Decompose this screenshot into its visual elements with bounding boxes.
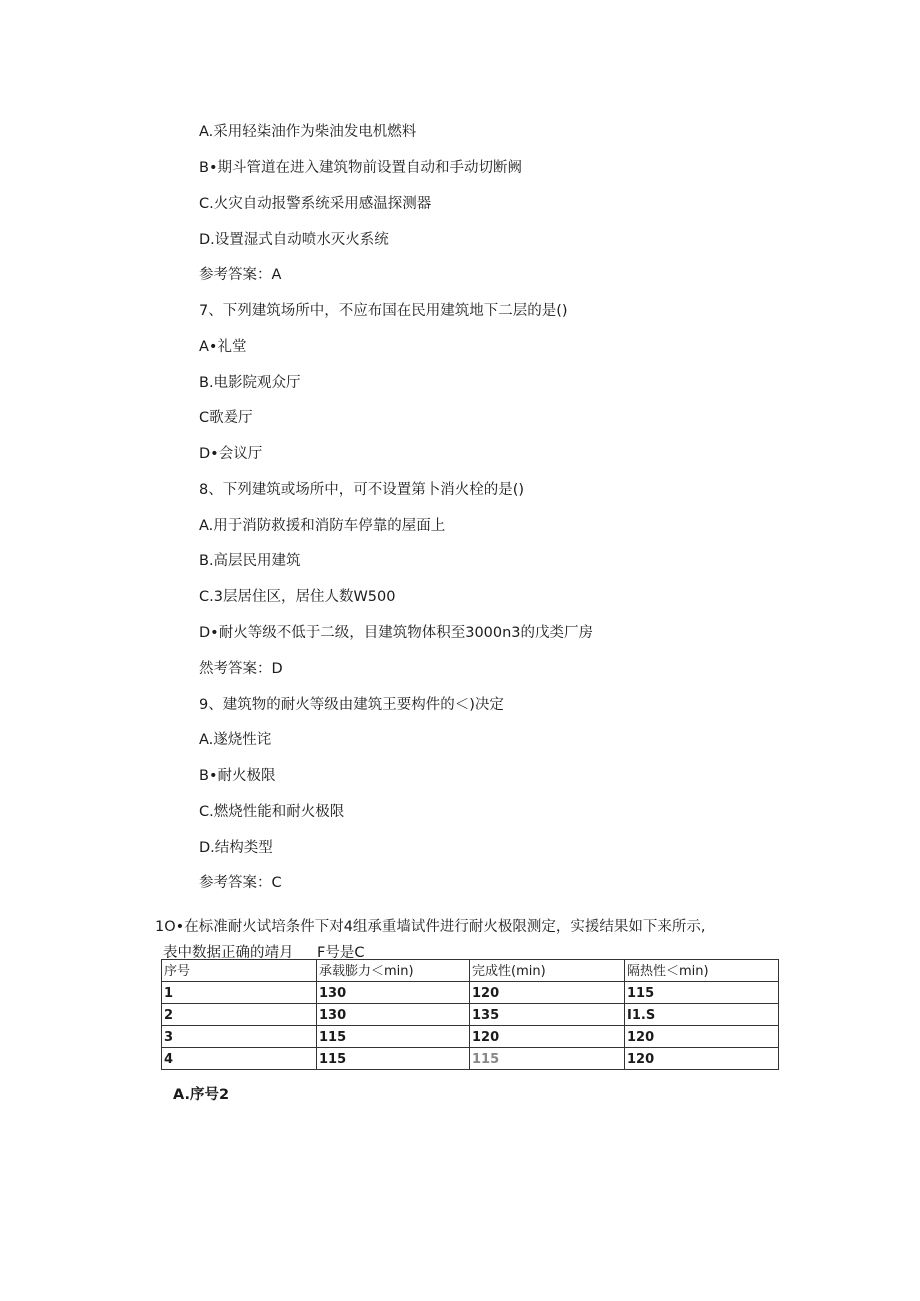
option-7b: B.电影院观众厅 [199,375,301,391]
option-6a: A.采用轻柒油作为柴油发电机燃料 [199,124,417,140]
table-cell: 4 [162,1048,317,1070]
table-cell: 115 [317,1048,470,1070]
option-7a: A•礼堂 [199,339,247,355]
option-8c: C.3层居住区，居住人数W500 [199,589,396,605]
option-6c: C.火灾自动报警系统采用感温探测器 [199,196,432,212]
option-6b: B•期斗管道在进入建筑物前设置自动和手动切断阙 [199,160,522,176]
table-row [162,1048,779,1070]
option-8d: D•耐火等级不低于二级，目建筑物体积至3000n3的戊类厂房 [199,625,594,641]
table-header-row [162,960,779,982]
option-8b: B.高层民用建筑 [199,553,301,569]
question-8: 8、下列建筑或场所中，可不设置第卜消火栓的是() [199,482,525,498]
option-9b: B•耐火极限 [199,768,276,784]
results-table [161,959,779,1070]
table-cell: 120 [470,1026,625,1048]
question-7: 7、下列建筑场所中，不应布国在民用建筑地下二层的是() [199,303,568,319]
header-cell: 序号 [162,960,317,982]
table-row [162,1004,779,1026]
table-cell: 3 [162,1026,317,1048]
option-10a: A.序号2 [173,1087,230,1103]
option-7d: D•会议厅 [199,446,263,462]
table-cell: I1.S [625,1004,779,1026]
table-cell: 115 [625,982,779,1004]
table-cell: 120 [470,982,625,1004]
table-cell: 130 [317,982,470,1004]
option-9c: C.燃烧性能和耐火极限 [199,804,345,820]
option-9a: A.遂烧性诧 [199,732,272,748]
question-10: 1O•在标准耐火试培条件下对4组承重墙试件进行耐火极限测定，实援结果如下来所示, [155,919,706,935]
table-caption-right: F号是C [317,945,365,961]
table-cell: 135 [470,1004,625,1026]
answer-6: 参考答案：A [199,267,282,283]
table-cell: 1 [162,982,317,1004]
answer-8: 然考答案：D [199,661,283,677]
option-8a: A.用于消防救援和消防车停靠的屋面上 [199,518,446,534]
answer-9: 参考答案：C [199,875,282,891]
table-cell: 115 [317,1026,470,1048]
option-6d: D.设置湿式自动喷水灭火系统 [199,232,389,248]
option-7c: C歌爰厅 [199,410,253,426]
header-cell: 承载膨力＜min) [317,960,470,982]
question-9: 9、建筑物的耐火等级由建筑王要构件的＜)决定 [199,697,504,713]
table-cell: 120 [625,1048,779,1070]
header-cell: 隔热性＜min) [625,960,779,982]
table-cell: 130 [317,1004,470,1026]
table-cell: 120 [625,1026,779,1048]
table-cell: 115 [470,1048,625,1070]
table-row [162,1026,779,1048]
header-cell: 完成性(min) [470,960,625,982]
table-caption-left: 表中数据正确的靖月 [163,945,294,961]
table-row [162,982,779,1004]
option-9d: D.结构类型 [199,840,273,856]
table-cell: 2 [162,1004,317,1026]
